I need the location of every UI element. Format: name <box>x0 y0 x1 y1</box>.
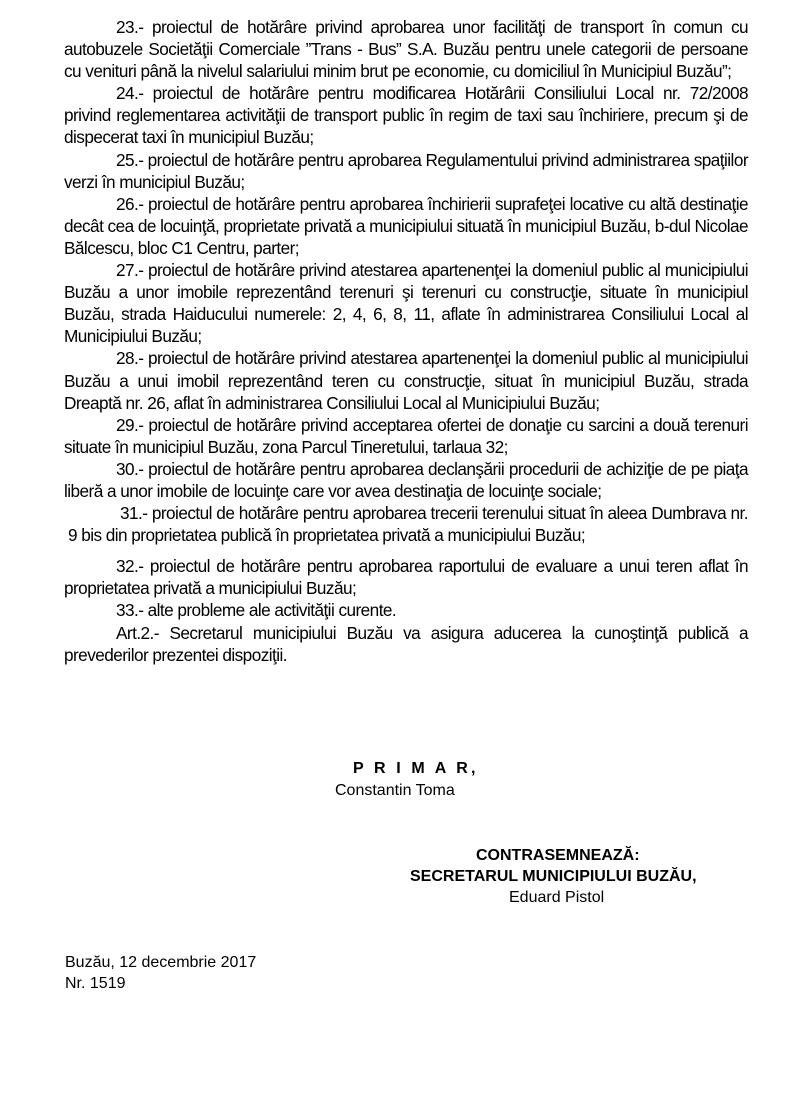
agenda-item-31: 31.- proiectul de hotărâre pentru aprobarea trecerii terenului situat în aleea Dumbrava nr. 9 bis din proprietatea publică în proprietatea privată a municipiului Buzău; <box>68 503 748 546</box>
agenda-item-23: 23.- proiectul de hotărâre privind aprobarea unor facilităţi de transport în comun cu autobuzele Societăţii Comerciale ”Trans - Bus” S.A. Buzău pentru unele categorii de persoane cu venituri până la nivelul salariului minim brut pe economie, cu domiciliul în Municipiul Buzău”; <box>64 17 748 82</box>
mayor-title: P R I M A R, <box>353 760 479 777</box>
agenda-item-25: 25.- proiectul de hotărâre pentru aprobarea Regulamentului privind administrarea spaţiilor verzi în municipiul Buzău; <box>64 149 748 192</box>
agenda-item-24: 24.- proiectul de hotărâre pentru modificarea Hotărârii Consiliului Local nr. 72/2008 privind reglementarea activităţii de transport public în regim de taxi sau închiriere, precum şi de dispecerat taxi în municipiul Buzău; <box>64 83 748 148</box>
agenda-item-33: 33.- alte probleme ale activităţii curente. <box>116 600 397 621</box>
agenda-item-29: 29.- proiectul de hotărâre privind acceptarea ofertei de donaţie cu sarcini a două terenuri situate în municipiul Buzău, zona Parcul Tineretului, tarlaua 32; <box>64 414 748 457</box>
agenda-item-32: 32.- proiectul de hotărâre pentru aprobarea raportului de evaluare a unui teren aflat în proprietatea privată a municipiului Buzău; <box>64 556 748 599</box>
secretary-title: SECRETARUL MUNICIPIULUI BUZĂU, <box>410 868 697 885</box>
agenda-item-30: 30.- proiectul de hotărâre pentru aprobarea declanşării procedurii de achiziţie de pe piaţa liberă a unor imobile de locuinţe care vor avea destinaţia de locuinţe sociale; <box>64 458 748 501</box>
secretary-name: Eduard Pistol <box>509 889 605 906</box>
agenda-item-26: 26.- proiectul de hotărâre pentru aprobarea închirierii suprafeţei locative cu altă destinaţie decât cea de locuinţă, proprietate privată a municipiului situată în municipiul Buzău, b-dul Nicolae Bălcescu, bloc C1 Centru, parter; <box>64 193 748 258</box>
countersign-label: CONTRASEMNEAZĂ: <box>476 847 640 864</box>
mayor-name: Constantin Toma <box>335 782 455 799</box>
agenda-item-27: 27.- proiectul de hotărâre privind atestarea apartenenţei la domeniul public al municipiului Buzău a unor imobile reprezentând terenuri şi terenuri cu construcţie, situate în municipiul Buzău, strada Haiducului numerele: 2, 4, 6, 8, 11, aflate în administrarea Consiliului Local al Municipiului Buzău; <box>64 260 748 347</box>
document-number: Nr. 1519 <box>65 975 126 992</box>
place-and-date: Buzău, 12 decembrie 2017 <box>65 954 257 971</box>
document-body <box>64 16 748 666</box>
article-2: Art.2.- Secretarul municipiului Buzău va asigura aducerea la cunoştinţă publică a prevederilor prezentei dispoziţii. <box>64 622 748 665</box>
agenda-item-28: 28.- proiectul de hotărâre privind atestarea apartenenţei la domeniul public al municipiului Buzău a unui imobil reprezentând teren cu construcţie, situat în municipiul Buzău, strada Dreaptă nr. 26, aflat în administrarea Consiliului Local al Municipiului Buzău; <box>64 348 748 413</box>
